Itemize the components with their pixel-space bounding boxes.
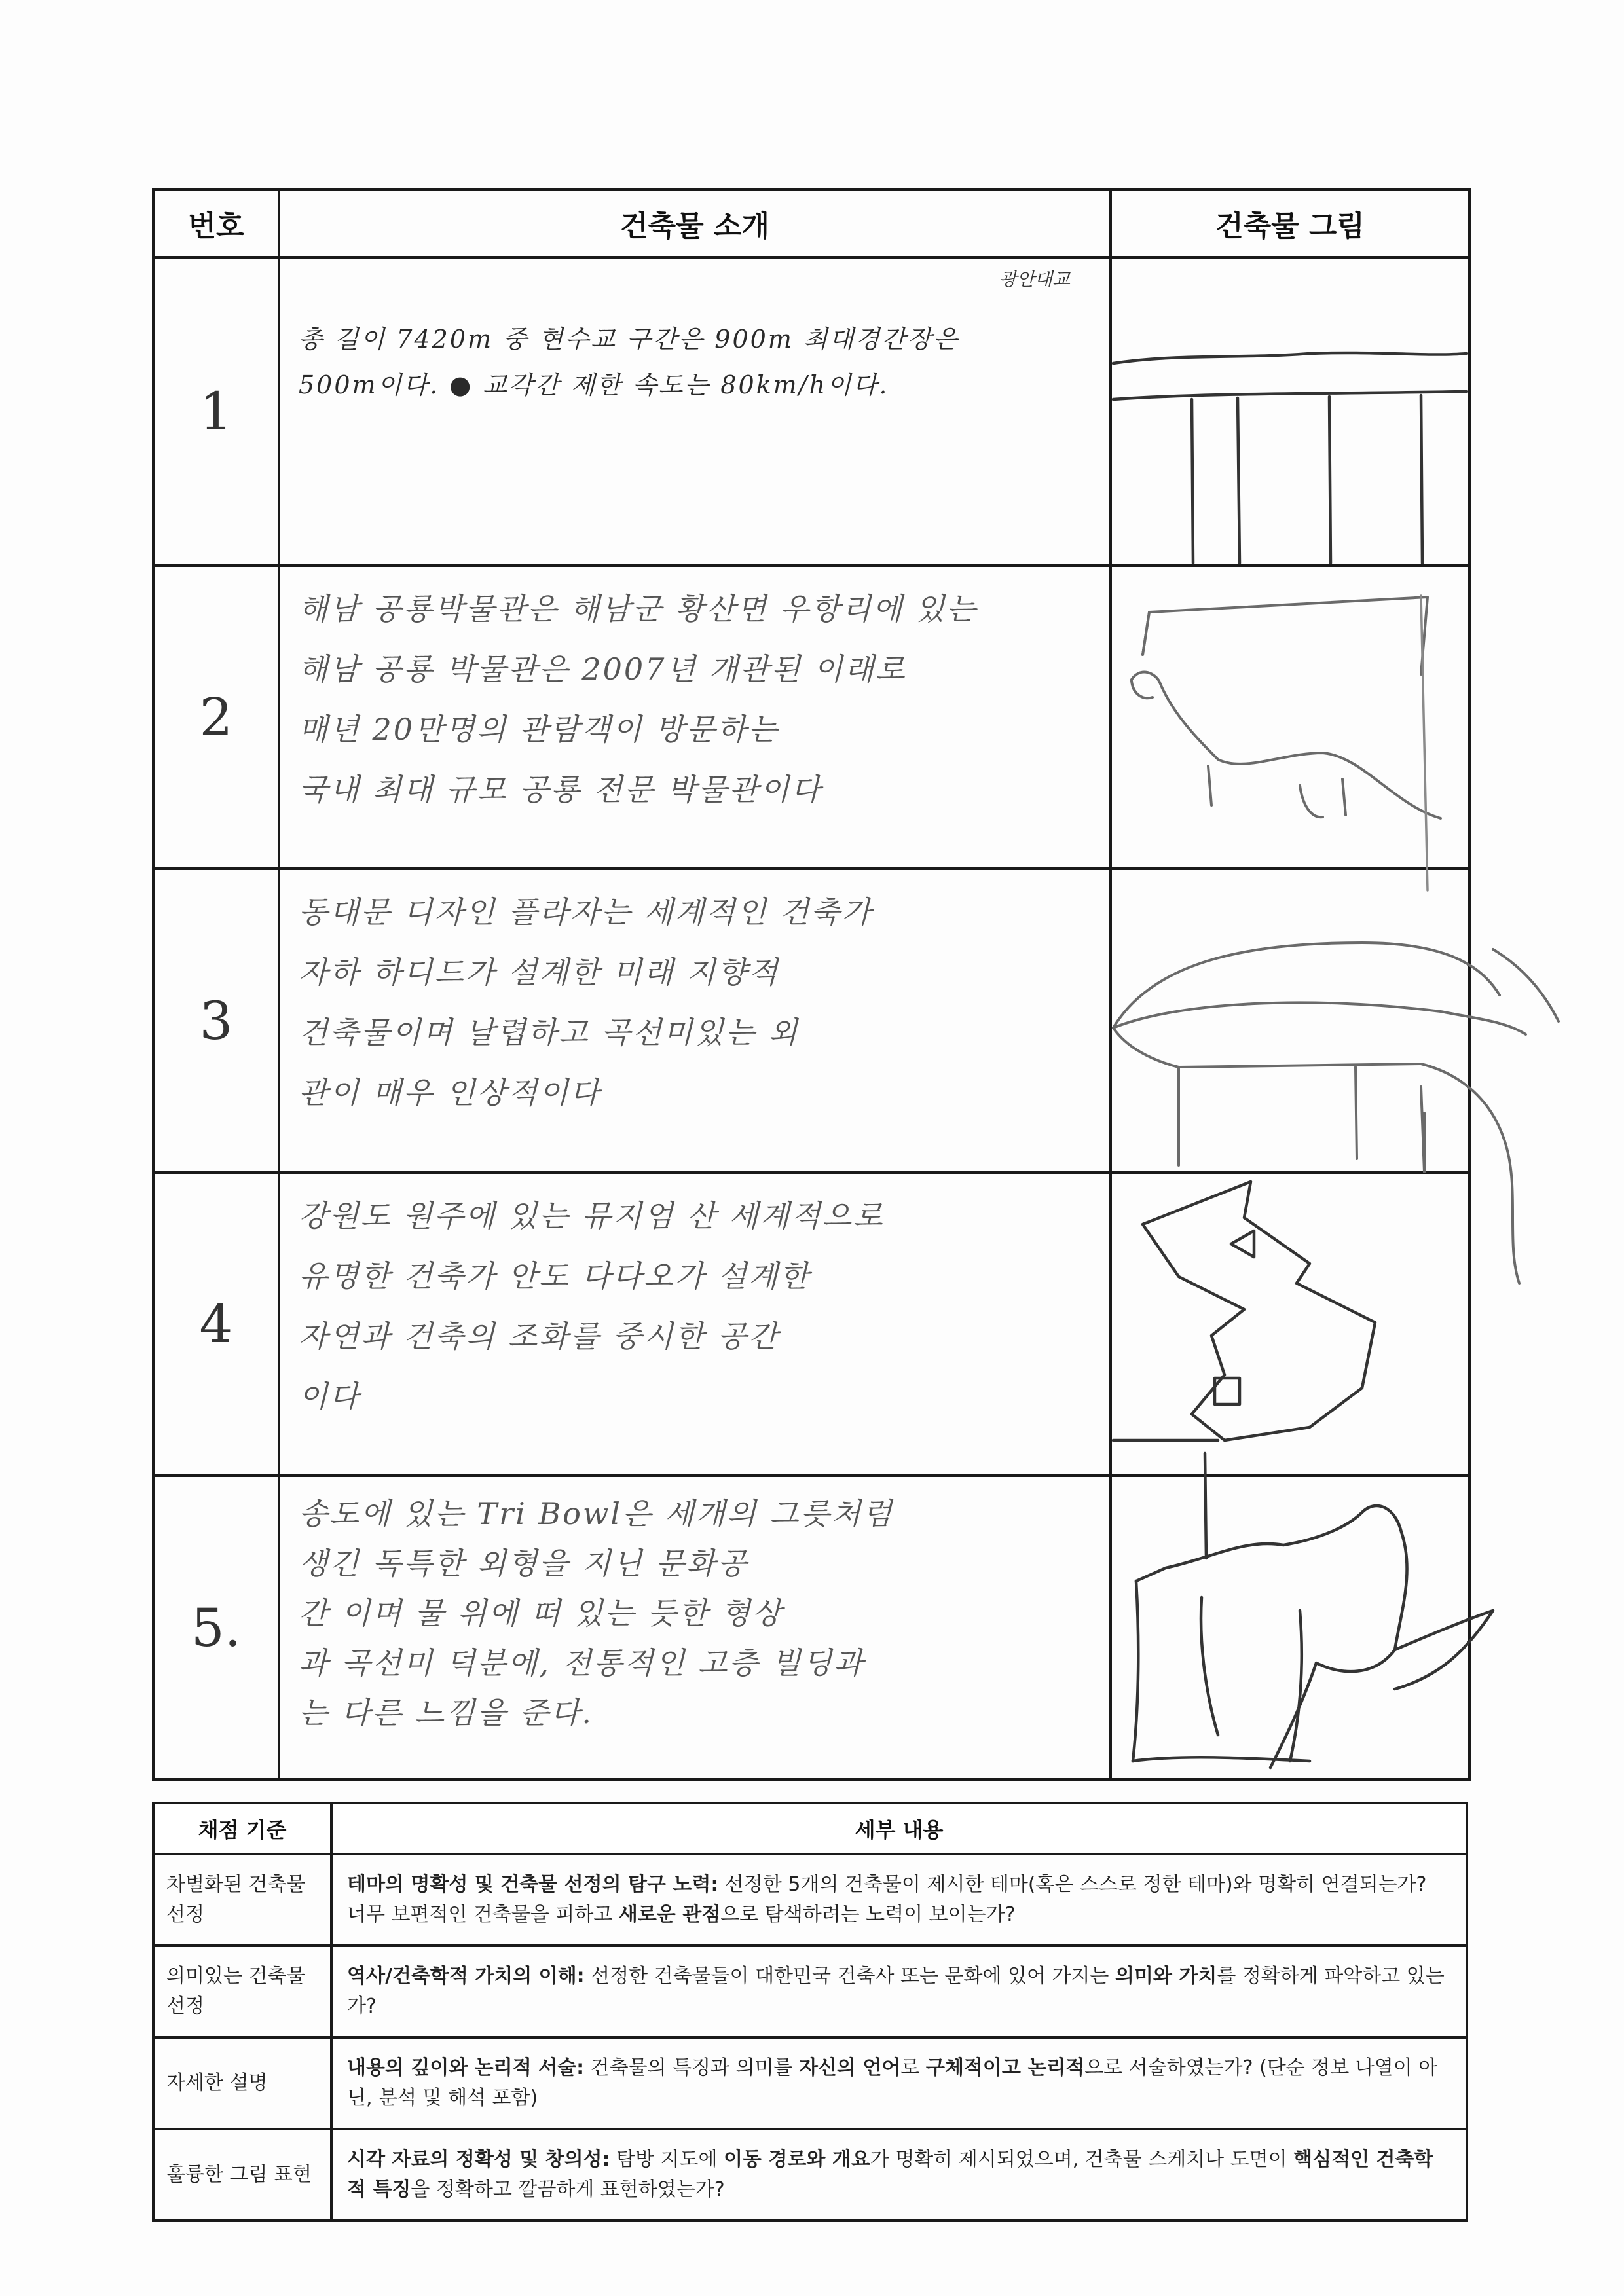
drawing-cell xyxy=(1111,1476,1469,1779)
row-number: 2 xyxy=(153,566,279,869)
rubric-header-criterion: 채점 기준 xyxy=(153,1803,331,1854)
table-row xyxy=(153,1173,1469,1476)
rubric-detail-segment: 으로 서술하였는가? (단순 정보 나열이 아닌, 분석 및 해석 포함) xyxy=(347,2056,1438,2109)
rubric-detail-segment: 이동 경로와 개요 xyxy=(724,2148,870,2171)
intro-line: 자연과 건축의 조화를 중시한 공간 xyxy=(299,1318,780,1354)
intro-cell xyxy=(279,257,1111,566)
intro-line: 500m이다. ● 교각간 제한 속도는 80km/h이다. xyxy=(299,371,889,400)
rubric-criterion: 훌륭한 그림 표현 xyxy=(153,2129,331,2221)
intro-line: 자하 하디드가 설계한 미래 지향적 xyxy=(299,955,780,991)
header-introduction: 건축물 소개 xyxy=(279,189,1111,257)
intro-cell xyxy=(279,869,1111,1173)
building-name-note: 광안대교 xyxy=(999,268,1070,291)
intro-line: 는 다른 느낌을 준다. xyxy=(299,1695,593,1731)
intro-cell xyxy=(279,566,1111,869)
rubric-detail-segment: 으로 탐색하려는 노력이 보이는가? xyxy=(720,1903,1016,1926)
intro-line: 생긴 독특한 외형을 지닌 문화공 xyxy=(299,1546,749,1582)
table-row xyxy=(153,257,1469,566)
rubric-header-row xyxy=(153,1803,1467,1854)
rubric-row xyxy=(153,2129,1467,2221)
drawing-cell xyxy=(1111,1173,1469,1476)
intro-line: 해남 공룡박물관은 해남군 황산면 우항리에 있는 xyxy=(299,591,978,627)
intro-line: 동대문 디자인 플라자는 세계적인 건축가 xyxy=(299,894,873,930)
header-number: 번호 xyxy=(153,189,279,257)
table-row xyxy=(153,566,1469,869)
table-row xyxy=(153,869,1469,1173)
rubric-criterion: 자세한 설명 xyxy=(153,2037,331,2129)
rubric-detail-segment: 선정한 5개의 건축물이 제시한 테마(혹은 스스로 정한 테마)와 명확히 연결되는가? 너무 보편적인 건축물을 피하고 xyxy=(347,1873,1427,1926)
intro-cell xyxy=(279,1476,1111,1779)
intro-line: 국내 최대 규모 공룡 전문 박물관이다 xyxy=(299,771,822,807)
rubric-detail xyxy=(331,1854,1467,1946)
intro-line: 건축물이며 날렵하고 곡선미있는 외 xyxy=(299,1015,800,1051)
rubric-detail-segment: 선정한 건축물들이 대한민국 건축사 또는 문화에 있어 가지는 xyxy=(584,1965,1115,1988)
row-number: 3 xyxy=(153,869,279,1173)
header-drawing: 건축물 그림 xyxy=(1111,189,1469,257)
drawing-cell xyxy=(1111,869,1469,1173)
rubric-detail-segment: 새로운 관점 xyxy=(618,1903,721,1926)
rubric-detail-segment: 역사/건축학적 가치의 이해: xyxy=(347,1965,585,1988)
rubric-row xyxy=(153,1854,1467,1946)
rubric-detail-segment: 테마의 명확성 및 건축물 선정의 탐구 노력: xyxy=(347,1873,719,1896)
rubric-detail xyxy=(331,1946,1467,2037)
intro-line: 강원도 원주에 있는 뮤지엄 산 세계적으로 xyxy=(299,1197,885,1233)
intro-line: 과 곡선미 덕분에, 전통적인 고층 빌딩과 xyxy=(299,1645,865,1681)
table-row xyxy=(153,1476,1469,1779)
row-number: 5. xyxy=(153,1476,279,1779)
intro-line: 송도에 있는 Tri Bowl은 세개의 그릇처럼 xyxy=(299,1496,894,1532)
rubric-row xyxy=(153,2037,1467,2129)
rubric-detail-segment: 자신의 언어 xyxy=(799,2056,901,2079)
intro-line: 이다 xyxy=(299,1378,361,1414)
rubric-header-detail: 세부 내용 xyxy=(331,1803,1467,1854)
rubric-criterion: 차별화된 건축물 선정 xyxy=(153,1854,331,1946)
table-header-row xyxy=(153,189,1469,257)
rubric-table xyxy=(152,1802,1468,2222)
rubric-detail xyxy=(331,2037,1467,2129)
rubric-detail-segment: 로 xyxy=(900,2056,926,2079)
rubric-detail-segment: 건축물의 특징과 의미를 xyxy=(584,2056,800,2079)
row-number: 4 xyxy=(153,1173,279,1476)
rubric-detail-segment: 를 정확하게 파악하고 있는가? xyxy=(347,1965,1445,2018)
intro-line: 해남 공룡 박물관은 2007년 개관된 이래로 xyxy=(299,651,907,687)
drawing-cell xyxy=(1111,566,1469,869)
rubric-detail-segment: 핵심적인 건축학적 특징 xyxy=(347,2148,1433,2201)
row-number: 1 xyxy=(153,257,279,566)
intro-line: 총 길이 7420m 중 현수교 구간은 900m 최대경간장은 xyxy=(299,325,960,354)
rubric-detail-segment: 의미와 가치 xyxy=(1115,1965,1217,1988)
rubric-detail-segment: 가 명확히 제시되었으며, 건축물 스케치나 도면이 xyxy=(870,2148,1294,2171)
rubric-detail-segment: 구체적이고 논리적 xyxy=(925,2056,1085,2079)
rubric-detail-segment: 내용의 깊이와 논리적 서술: xyxy=(347,2056,585,2079)
rubric-detail-segment: 시각 자료의 정확성 및 창의성: xyxy=(347,2148,610,2171)
drawing-cell xyxy=(1111,257,1469,566)
intro-line: 간 이며 물 위에 떠 있는 듯한 형상 xyxy=(299,1595,784,1631)
rubric-detail xyxy=(331,2129,1467,2221)
intro-line: 관이 매우 인상적이다 xyxy=(299,1075,602,1111)
intro-cell xyxy=(279,1173,1111,1476)
intro-line: 유명한 건축가 안도 다다오가 설계한 xyxy=(299,1258,811,1294)
rubric-detail-segment: 탐방 지도에 xyxy=(610,2148,724,2171)
building-table xyxy=(152,188,1468,1781)
rubric-detail-segment: 을 정확하고 깔끔하게 표현하였는가? xyxy=(411,2178,725,2201)
intro-line: 매년 20만명의 관람객이 방문하는 xyxy=(299,711,780,747)
rubric-criterion: 의미있는 건축물 선정 xyxy=(153,1946,331,2037)
rubric-row xyxy=(153,1946,1467,2037)
